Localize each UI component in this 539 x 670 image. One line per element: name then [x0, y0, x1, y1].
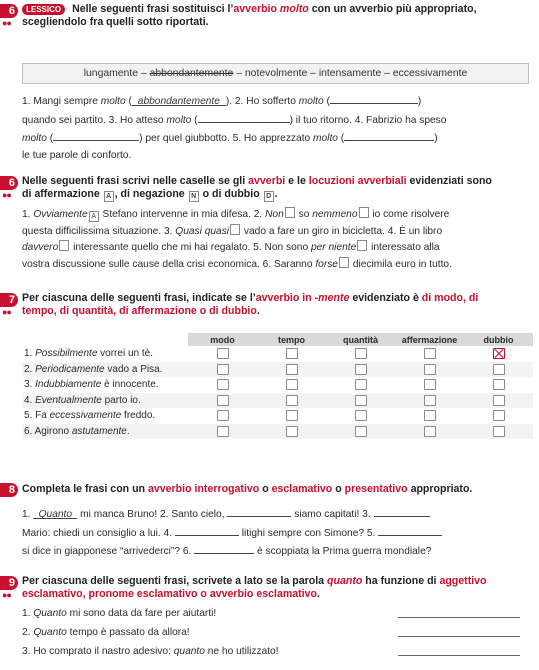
difficulty-dots: ●● [2, 18, 11, 28]
sentence-cell: 6. Agirono astutamente. [22, 424, 188, 440]
checkbox-cell [395, 377, 464, 393]
answer-box[interactable] [59, 240, 69, 251]
checkbox-cell [257, 408, 326, 424]
checkbox[interactable] [217, 364, 229, 375]
sentence-cell: 1. Possibilmente vorrei un tè. [24, 348, 153, 360]
checkbox-cell [464, 408, 533, 424]
checkbox[interactable] [493, 364, 505, 375]
checkbox[interactable] [217, 395, 229, 406]
column-header: quantità [326, 333, 395, 346]
table-row [22, 377, 533, 393]
exercise-text: 1. Mangi sempre molto ( abbondantemente ). 2. Ho sofferto molto ( ) quando sei partito. 3. Ho atteso molto ( ) il tuo ritorno. 4. Fabrizio ha speso molto ( ) per quel giubbotto. 5. Ho apprezzato molto ( ) le tue parole di conforto. [22, 92, 531, 164]
checkbox-cell [188, 362, 257, 378]
checkbox-cell [326, 346, 395, 362]
sentence-cell: 2. Periodicamente vado a Pisa. [22, 362, 188, 378]
checkbox-cell [464, 393, 533, 409]
answer-line[interactable] [398, 655, 520, 656]
column-header: dubbio [464, 333, 533, 346]
checkbox[interactable] [286, 348, 298, 359]
exercise-number: 7 [0, 293, 18, 307]
checkbox-cell [464, 346, 533, 362]
table-row [22, 424, 533, 440]
letter-box-n: N [189, 191, 199, 202]
difficulty-dots: ●● [2, 307, 11, 317]
answer-blank[interactable]: abbondantemente [132, 94, 226, 106]
checkbox[interactable] [355, 379, 367, 390]
checkbox-cell [326, 408, 395, 424]
checkbox[interactable] [493, 395, 505, 406]
exercise-instruction: Per ciascuna delle seguenti frasi, indicate se l’avverbio in -mente evidenziato è di modo, di tempo, di quantità, di affermazione o di dubbio. [22, 292, 479, 317]
answer-blank[interactable] [330, 92, 418, 104]
column-header: tempo [257, 333, 326, 346]
checkbox[interactable] [424, 426, 436, 437]
checkbox[interactable] [424, 348, 436, 359]
checkbox-cell [395, 346, 464, 362]
answer-box[interactable] [230, 224, 240, 235]
answer-line[interactable] [398, 636, 520, 637]
answer-box[interactable]: A [89, 211, 99, 222]
difficulty-dots: ●● [2, 590, 11, 600]
exercise-number: 6 [0, 176, 18, 190]
checkbox-cell [326, 377, 395, 393]
checkbox-cell [188, 408, 257, 424]
exercise-instruction: Per ciascuna delle seguenti frasi, scrivete a lato se la parola quanto ha funzione di aggettivo esclamativo, pronome esclamativo o avverbio esclamativo. [22, 575, 487, 600]
checkbox-cell [464, 362, 533, 378]
checkbox-cell [464, 377, 533, 393]
checkbox-cell [395, 362, 464, 378]
exercise-number: 8 [0, 483, 18, 497]
sentence-cell: 5. Fa eccessivamente freddo. [24, 410, 156, 422]
column-header: affermazione [395, 333, 464, 346]
column-header: modo [188, 333, 257, 346]
checkbox[interactable] [493, 410, 505, 421]
checkbox-cell [257, 377, 326, 393]
checkbox-cell [395, 424, 464, 440]
difficulty-dots: ●● [2, 190, 11, 200]
answer-blank[interactable] [53, 129, 139, 141]
answer-blank[interactable] [227, 505, 291, 517]
answer-box[interactable] [359, 207, 369, 218]
answer-blank[interactable] [175, 524, 239, 536]
word-bank: lungamente – abbondantemente – notevolmente – intensamente – eccessivamente [22, 63, 529, 84]
list-item: 2. Quanto tempo è passato da allora! [22, 627, 190, 638]
exercise-instruction: Nelle seguenti frasi scrivi nelle caselle se gli avverbi e le locuzioni avverbiali evidenziati sono di affermazione A , di negazione N o di dubbio D . [22, 175, 492, 200]
answer-box[interactable] [339, 257, 349, 268]
checkbox[interactable] [424, 410, 436, 421]
sentence-cell: 4. Eventualmente parto io. [22, 393, 188, 409]
answer-box[interactable] [357, 240, 367, 251]
checkbox[interactable] [355, 364, 367, 375]
letter-box-d: D [264, 191, 274, 202]
checkbox[interactable] [286, 379, 298, 390]
checkbox[interactable] [424, 364, 436, 375]
exercise-instruction: Completa le frasi con un avverbio interrogativo o esclamativo o presentativo appropriato. [22, 483, 473, 495]
checkbox-cell [257, 346, 326, 362]
exercise-number: 6 [0, 4, 18, 18]
checkbox-cell [464, 424, 533, 440]
checkbox[interactable] [493, 379, 505, 390]
answer-blank[interactable] [194, 542, 254, 554]
letter-box-a: A [104, 191, 114, 202]
table-row [22, 408, 533, 424]
checkbox[interactable] [217, 410, 229, 421]
list-item: 3. Ho comprato il nastro adesivo: quanto ne ho utilizzato! [22, 646, 279, 657]
classification-table [22, 333, 533, 439]
checkbox-cell [326, 362, 395, 378]
checkbox[interactable] [355, 410, 367, 421]
checkbox[interactable] [286, 364, 298, 375]
checkbox-cell [326, 424, 395, 440]
checkbox-cell [188, 424, 257, 440]
answer-blank[interactable] [198, 111, 290, 123]
checkbox-cell [326, 393, 395, 409]
exercise-instruction: LESSICO Nelle seguenti frasi sostituisci l’avverbio molto con un avverbio più appropriato, scegliendolo fra quelli sotto riportati. [22, 3, 477, 28]
used-word: abbondantemente [149, 68, 234, 79]
table-row [22, 393, 533, 409]
checkbox[interactable] [355, 395, 367, 406]
list-item: 1. Quanto mi sono data da fare per aiutarti! [22, 608, 217, 619]
answer-line[interactable] [398, 617, 520, 618]
lessico-badge: LESSICO [22, 4, 65, 15]
checkbox[interactable] [424, 395, 436, 406]
checkbox-cell [395, 408, 464, 424]
checkbox[interactable] [217, 348, 229, 359]
checked-checkbox[interactable] [493, 348, 505, 359]
answer-blank[interactable] [374, 505, 430, 517]
exercise-text: 1. Ovviamente A Stefano intervenne in mia difesa. 2. Non so nemmeno io come risolvere questa difficilissima situazione. 3. Quasi quasi vado a fare un giro in bicicletta. 4. È un libro davvero interessante quello che mi hai regalato. 5. Non sono per niente interessato alla vostra discussione sulle cause della crisi economica. 6. Saranno forse diecimila euro in tutto. [22, 209, 452, 270]
checkbox[interactable] [286, 395, 298, 406]
checkbox-cell [188, 393, 257, 409]
checkbox[interactable] [286, 426, 298, 437]
sentence-cell: 3. Indubbiamente è innocente. [24, 379, 159, 391]
checkbox-cell [257, 393, 326, 409]
answer-box[interactable] [285, 207, 295, 218]
checkbox-cell [257, 424, 326, 440]
checkbox[interactable] [355, 348, 367, 359]
checkbox-cell [188, 346, 257, 362]
checkbox-cell [257, 362, 326, 378]
checkbox[interactable] [217, 379, 229, 390]
checkbox[interactable] [217, 426, 229, 437]
exercise-text [22, 604, 531, 661]
checkbox[interactable] [424, 379, 436, 390]
checkbox-cell [395, 393, 464, 409]
answer-blank[interactable] [344, 129, 434, 141]
table-row [22, 346, 533, 362]
checkbox-cell [188, 377, 257, 393]
answer-blank[interactable] [378, 524, 442, 536]
exercise-text: 1. Quanto mi manca Bruno! 2. Santo cielo, siamo capitati! 3. Mario: chiedi un consiglio a lui. 4. litighi sempre con Simone? 5. si dice in giapponese “arrivederci”? 6. è scoppiata la Prima guerra mondiale? [22, 505, 531, 561]
checkbox[interactable] [286, 410, 298, 421]
exercise-number: 9 [0, 576, 18, 590]
table-row [22, 362, 533, 378]
checkbox[interactable] [355, 426, 367, 437]
checkbox[interactable] [493, 426, 505, 437]
answer-blank[interactable]: Quanto [33, 507, 77, 519]
